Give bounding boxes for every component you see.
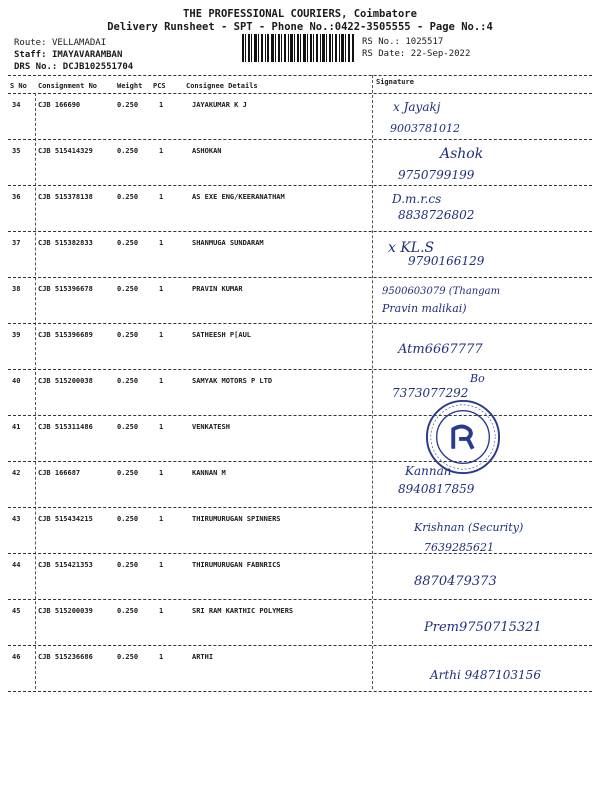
header-rule-top [8, 75, 592, 76]
rs-date-label: RS Date: [362, 49, 406, 59]
row-weight: 0.250 [117, 147, 139, 155]
row-signature: x KL.S [388, 240, 435, 256]
row-signature-phone: 8870479373 [414, 574, 497, 589]
row-sno: 34 [12, 101, 21, 109]
row-divider [8, 461, 592, 462]
route-value: VELLAMADAI [51, 38, 107, 48]
row-signature-phone: Arthi 9487103156 [430, 668, 541, 682]
row-sno: 35 [12, 147, 21, 155]
row-consignee: AS EXE ENG/KEERANATHAM [192, 193, 285, 201]
row-consignee: SATHEESH P[AUL [192, 331, 252, 339]
row-signature-phone: 7373077292 [392, 386, 469, 400]
col-header-signature: Signature [376, 78, 414, 86]
row-consignment-no: CJB 515421353 [38, 561, 93, 569]
row-sno: 40 [12, 377, 21, 385]
row-signature-phone: 8940817859 [398, 482, 475, 496]
col-header-consignee: Consignee Details [186, 82, 258, 90]
row-sno: 43 [12, 515, 21, 523]
row-pcs: 1 [159, 469, 164, 477]
row-sno: 46 [12, 653, 21, 661]
row-signature-phone: 9790166129 [408, 254, 485, 268]
company-title: THE PROFESSIONAL COURIERS, Coimbatore [183, 8, 417, 20]
row-weight: 0.250 [117, 331, 139, 339]
row-consignee: ARTHI [192, 653, 214, 661]
row-divider [8, 323, 592, 324]
row-signature: 9500603079 (Thangam [382, 286, 501, 297]
row-divider [8, 369, 592, 370]
row-pcs: 1 [159, 377, 164, 385]
row-consignee: PRAVIN KUMAR [192, 285, 243, 293]
row-consignee: ASHOKAN [192, 147, 222, 155]
row-divider [8, 277, 592, 278]
row-pcs: 1 [159, 607, 164, 615]
route-label: Route: [14, 38, 47, 48]
col-header-consignment: Consignment No [38, 82, 98, 90]
row-divider [8, 507, 592, 508]
barcode-image [242, 34, 354, 62]
row-consignment-no: CJB 515311486 [38, 423, 93, 431]
row-pcs: 1 [159, 515, 164, 523]
row-consignee: THIRUMURUGAN FABNRICS [192, 561, 281, 569]
row-signature: D.m.r.cs [392, 192, 442, 206]
route-line [14, 38, 106, 48]
row-sno: 39 [12, 331, 21, 339]
drs-value: DCJB102551704 [62, 62, 134, 72]
row-consignee: SAMYAK MOTORS P LTD [192, 377, 273, 385]
row-sno: 42 [12, 469, 21, 477]
row-sno: 41 [12, 423, 21, 431]
row-pcs: 1 [159, 193, 164, 201]
row-signature-phone: 9750799199 [398, 168, 475, 182]
row-divider [8, 691, 592, 692]
row-consignee: VENKATESH [192, 423, 230, 431]
row-signature-phone: 7639285621 [424, 541, 494, 554]
row-sno: 45 [12, 607, 21, 615]
row-consignee: KANNAN M [192, 469, 226, 477]
header-rule-bottom [8, 93, 592, 94]
row-consignment-no: CJB 166687 [38, 469, 81, 477]
row-sno: 44 [12, 561, 21, 569]
row-consignee: SHANMUGA SUNDARAM [192, 239, 264, 247]
drs-label: DRS No.: [14, 62, 58, 72]
row-sno: 38 [12, 285, 21, 293]
row-weight: 0.250 [117, 653, 139, 661]
row-pcs: 1 [159, 331, 164, 339]
row-pcs: 1 [159, 239, 164, 247]
staff-value: IMAYAVARAMBAN [51, 50, 123, 60]
row-divider [8, 645, 592, 646]
row-pcs: 1 [159, 561, 164, 569]
row-consignment-no: CJB 515200038 [38, 377, 93, 385]
row-signature-phone: Pravin malikai) [382, 302, 467, 315]
row-consignee: JAYAKUMAR K J [192, 101, 247, 109]
row-weight: 0.250 [117, 239, 139, 247]
row-consignment-no: CJB 515396689 [38, 331, 93, 339]
row-signature: Kannan [405, 464, 452, 478]
row-consignment-no: CJB 515434215 [38, 515, 93, 523]
row-weight: 0.250 [117, 515, 139, 523]
row-signature-phone: Atm6667777 [398, 342, 483, 357]
row-pcs: 1 [159, 285, 164, 293]
row-consignment-no: CJB 515396678 [38, 285, 93, 293]
staff-line [14, 50, 122, 60]
row-sno: 36 [12, 193, 21, 201]
row-divider [8, 415, 592, 416]
row-pcs: 1 [159, 423, 164, 431]
row-signature: Krishnan (Security) [414, 521, 524, 534]
col-header-pcs: PCS [153, 82, 166, 90]
row-signature: Bo [470, 372, 485, 385]
row-consignment-no: CJB 515378138 [38, 193, 93, 201]
row-pcs: 1 [159, 101, 164, 109]
rs-date-value: 22-Sep-2022 [410, 49, 471, 59]
row-pcs: 1 [159, 653, 164, 661]
row-weight: 0.250 [117, 607, 139, 615]
drs-line [14, 62, 133, 72]
rs-date-line [362, 49, 470, 59]
col-header-sno: S No [10, 82, 27, 90]
row-divider [8, 553, 592, 554]
staff-label: Staff: [14, 50, 47, 60]
row-consignment-no: CJB 515236686 [38, 653, 93, 661]
row-weight: 0.250 [117, 193, 139, 201]
row-divider [8, 599, 592, 600]
row-consignment-no: CJB 515382833 [38, 239, 93, 247]
row-sno: 37 [12, 239, 21, 247]
rs-no-line [362, 37, 443, 47]
col-separator-2 [372, 75, 373, 689]
row-weight: 0.250 [117, 377, 139, 385]
row-divider [8, 231, 592, 232]
row-signature-phone: Prem9750715321 [424, 620, 542, 635]
row-pcs: 1 [159, 147, 164, 155]
row-signature: x Jayakj [393, 100, 441, 114]
row-divider [8, 139, 592, 140]
row-weight: 0.250 [117, 469, 139, 477]
row-divider [8, 185, 592, 186]
row-consignee: SRI RAM KARTHIC POLYMERS [192, 607, 294, 615]
row-signature: Ashok [440, 146, 484, 162]
row-consignment-no: CJB 515200039 [38, 607, 93, 615]
rs-no-value: 1025517 [405, 37, 444, 47]
runsheet-subtitle: Delivery Runsheet - SPT - Phone No.:0422-3505555 - Page No.:4 [107, 21, 493, 33]
col-header-weight: Weight [117, 82, 143, 90]
row-consignee: THIRUMURUGAN SPINNERS [192, 515, 281, 523]
company-seal-stamp [424, 398, 502, 476]
rs-no-label: RS No.: [362, 37, 400, 47]
row-signature-phone: 9003781012 [390, 122, 460, 135]
row-consignment-no: CJB 515414329 [38, 147, 93, 155]
row-signature-phone: 8838726802 [398, 208, 475, 222]
row-weight: 0.250 [117, 285, 139, 293]
row-consignment-no: CJB 166690 [38, 101, 81, 109]
row-weight: 0.250 [117, 423, 139, 431]
row-weight: 0.250 [117, 561, 139, 569]
row-weight: 0.250 [117, 101, 139, 109]
